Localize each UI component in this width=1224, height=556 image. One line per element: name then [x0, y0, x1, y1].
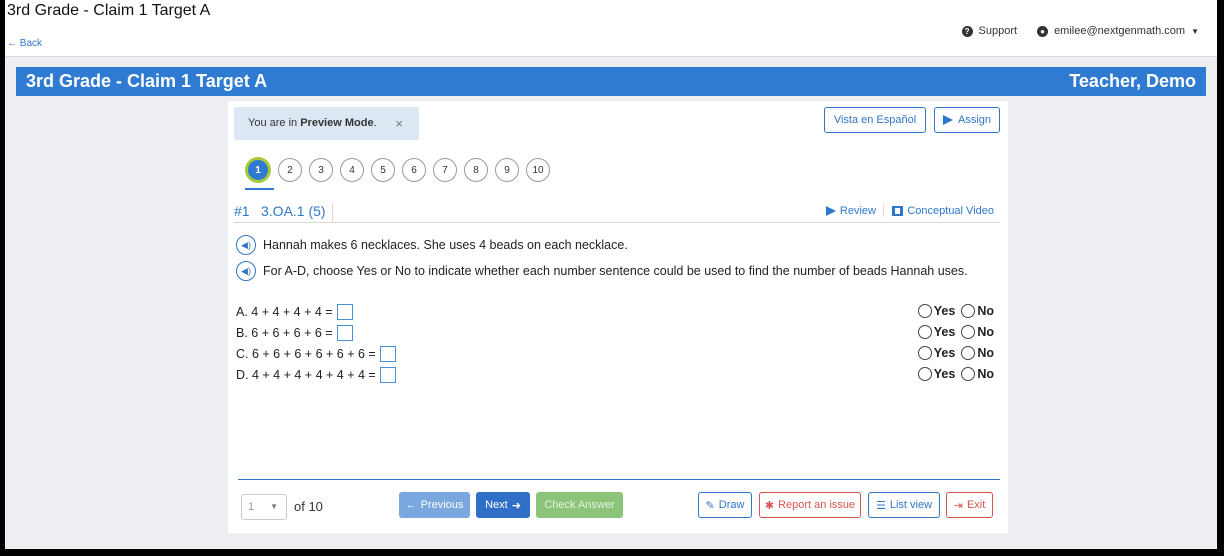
answer-equation: A. 4 + 4 + 4 + 4 = [236, 305, 333, 319]
list-label: List view [889, 499, 933, 511]
page-select-value: 1 [248, 501, 255, 513]
prompt-text-2: For A-D, choose Yes or No to indicate whether each number sentence could be used to find the number of beads Hannah uses. [263, 264, 968, 278]
question-circle-4[interactable]: 4 [340, 158, 364, 182]
yes-radio[interactable] [918, 325, 932, 339]
user-email: emilee@nextgenmath.com [1054, 25, 1186, 37]
check-answer-button[interactable]: Check Answer [536, 492, 623, 518]
question-circle-3[interactable]: 3 [309, 158, 333, 182]
answer-box[interactable] [380, 346, 396, 362]
no-label: No [977, 304, 994, 318]
no-label: No [977, 346, 994, 360]
review-link[interactable] [826, 205, 876, 217]
list-view-button[interactable] [868, 492, 940, 518]
question-circle-icon: ? [962, 26, 973, 37]
yes-radio[interactable] [918, 346, 932, 360]
question-circle-7[interactable]: 7 [433, 158, 457, 182]
exit-label: Exit [966, 499, 986, 511]
no-radio[interactable] [961, 325, 975, 339]
assignment-title: 3rd Grade - Claim 1 Target A [26, 71, 268, 91]
no-radio[interactable] [961, 367, 975, 381]
yes-label: Yes [933, 304, 956, 318]
user-menu[interactable] [1037, 25, 1199, 37]
no-label: No [977, 325, 994, 339]
draw-label: Draw [718, 499, 745, 511]
review-label: Review [839, 205, 876, 217]
yes-label: Yes [933, 346, 956, 360]
question-circle-2[interactable]: 2 [278, 158, 302, 182]
answer-equation: B. 6 + 6 + 6 + 6 = [236, 326, 333, 340]
top-bar [5, 0, 1217, 57]
conceptual-video-link[interactable] [883, 205, 994, 217]
speaker-icon[interactable]: ◀) [236, 261, 256, 281]
answer-row-d [228, 365, 1008, 386]
prompt-line-1 [236, 235, 628, 255]
question-circle-10[interactable]: 10 [526, 158, 550, 182]
answer-equation: D. 4 + 4 + 4 + 4 + 4 + 4 = [236, 368, 376, 382]
question-circle-5[interactable]: 5 [371, 158, 395, 182]
alert-suffix: . [373, 117, 377, 129]
question-header [234, 199, 1000, 223]
report-issue-button[interactable] [759, 492, 861, 518]
assign-button[interactable] [934, 107, 1000, 133]
footer-divider [238, 479, 1000, 480]
support-link[interactable] [962, 25, 1018, 37]
preview-mode-alert [234, 107, 419, 140]
previous-button[interactable] [399, 492, 470, 518]
yes-radio[interactable] [918, 304, 932, 318]
question-circle-8[interactable]: 8 [464, 158, 488, 182]
answer-equation: C. 6 + 6 + 6 + 6 + 6 + 6 = [236, 347, 376, 361]
previous-label: Previous [420, 499, 464, 511]
flag-icon [826, 206, 836, 216]
send-icon [943, 115, 953, 125]
video-label: Conceptual Video [907, 205, 994, 217]
no-radio[interactable] [961, 346, 975, 360]
question-standard: 3.OA.1 (5) [261, 203, 333, 223]
page-select[interactable] [241, 494, 287, 520]
answer-row-b [228, 323, 1008, 344]
report-label: Report an issue [778, 499, 856, 511]
question-number: #1 [234, 203, 250, 219]
draw-button[interactable] [698, 492, 752, 518]
prompt-text-1: Hannah makes 6 necklaces. She uses 4 beads on each necklace. [263, 238, 628, 252]
answer-box[interactable] [380, 367, 396, 383]
yes-label: Yes [933, 325, 956, 339]
arrow-left-icon: ← [405, 499, 417, 511]
yes-radio[interactable] [918, 367, 932, 381]
page-total: of 10 [294, 499, 323, 514]
no-label: No [977, 367, 994, 381]
teacher-name: Teacher, Demo [1069, 71, 1196, 91]
support-label: Support [978, 25, 1018, 37]
exit-button[interactable] [946, 492, 993, 518]
assign-label: Assign [957, 114, 992, 126]
active-question-indicator [245, 188, 274, 190]
back-link[interactable]: ← Back [7, 38, 43, 49]
answer-box[interactable] [337, 325, 353, 341]
sign-out-icon: ⇥ [953, 499, 963, 512]
speaker-icon[interactable]: ◀) [236, 235, 256, 255]
bug-icon: ✱ [764, 499, 775, 512]
next-button[interactable] [476, 492, 530, 518]
alert-mode: Preview Mode [300, 117, 374, 129]
assignment-header [16, 67, 1206, 96]
answer-row-a [228, 302, 1008, 323]
question-card [228, 101, 1008, 533]
pencil-icon: ✎ [705, 499, 715, 512]
question-nav [245, 158, 557, 183]
app-window [5, 0, 1217, 549]
caret-down-icon: ▼ [1191, 26, 1199, 36]
question-circle-9[interactable]: 9 [495, 158, 519, 182]
answer-row-c [228, 344, 1008, 365]
list-icon: ☰ [875, 499, 886, 512]
close-icon[interactable]: × [395, 116, 403, 131]
question-circle-1[interactable]: 1 [245, 157, 271, 183]
arrow-right-icon: ➜ [511, 499, 521, 512]
next-label: Next [485, 499, 508, 511]
user-circle-icon: ● [1037, 26, 1048, 37]
alert-prefix: You are in [248, 117, 301, 129]
yes-label: Yes [933, 367, 956, 381]
chevron-down-icon: ▼ [270, 502, 278, 511]
answer-box[interactable] [337, 304, 353, 320]
top-bar-right [942, 25, 1199, 37]
question-circle-6[interactable]: 6 [402, 158, 426, 182]
prompt-line-2 [236, 261, 968, 281]
app-title: 3rd Grade - Claim 1 Target A [7, 2, 211, 19]
spanish-view-button[interactable]: Vista en Español [824, 107, 926, 133]
no-radio[interactable] [961, 304, 975, 318]
film-icon [892, 206, 903, 216]
